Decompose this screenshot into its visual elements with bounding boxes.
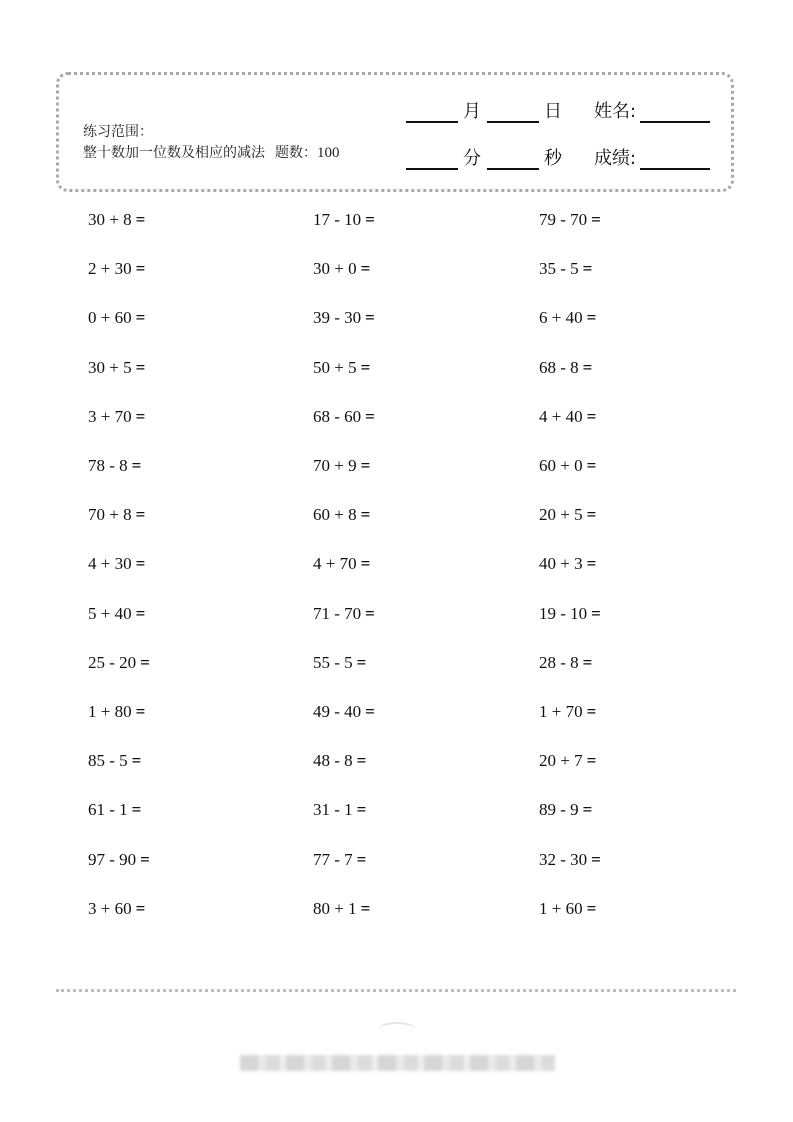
count-label: 题数：: [275, 145, 317, 161]
problem-item: [539, 653, 592, 673]
problem-item: [539, 210, 601, 230]
problem-item: [313, 751, 366, 771]
problem-item: [539, 899, 596, 919]
problem-expression: 5 + 40: [88, 603, 132, 623]
problem-expression: 40 + 3: [539, 554, 583, 574]
problem-expression: 1 + 80: [88, 702, 132, 721]
problem-expression: 0 + 60: [88, 308, 132, 328]
problem-item: [88, 210, 145, 230]
month-blank[interactable]: [406, 101, 458, 123]
name-blank[interactable]: [640, 101, 710, 123]
problem-expression: 17 - 10: [313, 210, 362, 229]
equals-sign: =: [360, 554, 371, 574]
equals-sign: =: [135, 406, 146, 426]
problem-item: [88, 850, 150, 870]
equals-sign: =: [135, 357, 146, 377]
equals-sign: =: [135, 554, 146, 574]
problem-expression: 48 - 8: [313, 751, 353, 771]
equals-sign: =: [135, 505, 146, 525]
problem-expression: 3 + 60: [88, 898, 132, 918]
problem-item: [88, 358, 145, 378]
equals-sign: =: [135, 603, 146, 623]
problem-item: [88, 456, 141, 476]
problem-expression: 4 + 30: [88, 554, 132, 574]
problem-item: [539, 259, 592, 279]
problem-expression: 3 + 70: [88, 406, 132, 426]
footer-blurred-text: [240, 1055, 555, 1071]
equals-sign: =: [586, 505, 597, 525]
problem-item: [88, 308, 145, 328]
problem-expression: 78 - 8: [88, 456, 128, 475]
score-blank[interactable]: [640, 148, 710, 170]
minute-label: 分: [463, 148, 481, 169]
problem-item: [313, 259, 370, 279]
problem-item: [539, 604, 601, 624]
problem-expression: 2 + 30: [88, 259, 132, 279]
problem-expression: 4 + 70: [313, 554, 357, 574]
equals-sign: =: [582, 652, 593, 672]
equals-sign: =: [591, 849, 601, 869]
equals-sign: =: [582, 357, 593, 377]
problem-expression: 60 + 0: [539, 456, 583, 475]
equals-sign: =: [586, 554, 597, 574]
problem-item: [313, 456, 370, 476]
problem-item: [313, 702, 375, 722]
problem-expression: 68 - 8: [539, 357, 579, 377]
minute-blank[interactable]: [406, 148, 458, 170]
problem-expression: 97 - 90: [88, 849, 137, 869]
problem-expression: 25 - 20: [88, 652, 137, 672]
time-score-row: [406, 148, 710, 170]
equals-sign: =: [586, 751, 597, 771]
equals-sign: =: [135, 210, 146, 229]
equals-sign: =: [135, 308, 146, 328]
problem-item: [539, 358, 592, 378]
equals-sign: =: [365, 702, 375, 721]
date-name-row: [406, 101, 710, 123]
equals-sign: =: [140, 849, 150, 869]
problem-item: [313, 505, 370, 525]
day-label: 日: [544, 101, 562, 122]
problem-item: [313, 308, 375, 328]
problem-item: [539, 505, 596, 525]
problem-item: [539, 554, 596, 574]
problem-expression: 71 - 70: [313, 603, 362, 623]
equals-sign: =: [356, 800, 367, 820]
problem-expression: 30 + 5: [88, 357, 132, 377]
problem-item: [88, 751, 141, 771]
equals-sign: =: [586, 898, 597, 918]
problem-expression: 35 - 5: [539, 259, 579, 279]
month-label: 月: [463, 101, 481, 122]
problem-item: [88, 702, 145, 722]
problem-expression: 85 - 5: [88, 751, 128, 771]
count-value: 100: [317, 145, 340, 161]
problem-expression: 6 + 40: [539, 308, 583, 328]
footer-divider: [56, 989, 736, 992]
equals-sign: =: [140, 652, 150, 672]
problem-expression: 50 + 5: [313, 357, 357, 377]
equals-sign: =: [582, 800, 593, 820]
problem-item: [313, 407, 375, 427]
problem-item: [313, 850, 366, 870]
problem-expression: 89 - 9: [539, 800, 579, 820]
equals-sign: =: [591, 210, 601, 229]
problem-item: [88, 800, 141, 820]
problem-item: [88, 899, 145, 919]
equals-sign: =: [582, 259, 593, 279]
problem-item: [539, 751, 596, 771]
problem-expression: 1 + 70: [539, 702, 583, 721]
equals-sign: =: [360, 456, 371, 475]
problem-expression: 68 - 60: [313, 406, 362, 426]
footer-logo-mark: [378, 1022, 416, 1038]
equals-sign: =: [360, 357, 371, 377]
problem-expression: 70 + 9: [313, 456, 357, 475]
problem-expression: 19 - 10: [539, 603, 588, 623]
equals-sign: =: [586, 702, 597, 721]
score-label: 成绩:: [594, 148, 637, 169]
problem-expression: 80 + 1: [313, 898, 357, 918]
equals-sign: =: [365, 308, 375, 328]
problem-expression: 20 + 7: [539, 751, 583, 771]
name-label: 姓名:: [594, 101, 637, 122]
problem-expression: 32 - 30: [539, 849, 588, 869]
problem-item: [313, 653, 366, 673]
problem-item: [313, 800, 366, 820]
equals-sign: =: [356, 849, 367, 869]
problem-item: [539, 702, 596, 722]
equals-sign: =: [131, 751, 142, 771]
equals-sign: =: [591, 603, 601, 623]
problem-item: [88, 505, 145, 525]
problem-item: [88, 407, 145, 427]
equals-sign: =: [360, 259, 371, 279]
equals-sign: =: [586, 308, 597, 328]
problem-item: [539, 308, 596, 328]
problem-expression: 79 - 70: [539, 210, 588, 229]
problem-expression: 60 + 8: [313, 505, 357, 525]
problem-expression: 4 + 40: [539, 406, 583, 426]
equals-sign: =: [356, 652, 367, 672]
problem-item: [313, 899, 370, 919]
second-label: 秒: [544, 148, 562, 169]
problem-expression: 20 + 5: [539, 505, 583, 525]
problem-item: [313, 210, 375, 230]
problem-expression: 39 - 30: [313, 308, 362, 328]
problem-item: [88, 604, 145, 624]
problem-expression: 77 - 7: [313, 849, 353, 869]
problem-expression: 61 - 1: [88, 800, 128, 820]
equals-sign: =: [365, 406, 375, 426]
problem-item: [88, 259, 145, 279]
equals-sign: =: [586, 456, 597, 475]
problem-item: [88, 653, 150, 673]
equals-sign: =: [135, 259, 146, 279]
problem-expression: 55 - 5: [313, 652, 353, 672]
problem-item: [313, 554, 370, 574]
problem-expression: 49 - 40: [313, 702, 362, 721]
equals-sign: =: [360, 898, 371, 918]
equals-sign: =: [360, 505, 371, 525]
problem-expression: 1 + 60: [539, 898, 583, 918]
equals-sign: =: [131, 800, 142, 820]
equals-sign: =: [365, 603, 375, 623]
problem-item: [88, 554, 145, 574]
equals-sign: =: [356, 751, 367, 771]
equals-sign: =: [365, 210, 375, 229]
problem-item: [313, 604, 375, 624]
problem-expression: 31 - 1: [313, 800, 353, 820]
problem-item: [539, 456, 596, 476]
problem-item: [539, 850, 601, 870]
range-label: 练习范围：: [83, 124, 153, 140]
equals-sign: =: [135, 702, 146, 721]
problem-expression: 28 - 8: [539, 652, 579, 672]
second-blank[interactable]: [487, 148, 539, 170]
equals-sign: =: [135, 898, 146, 918]
problem-expression: 30 + 0: [313, 259, 357, 279]
range-topic: 整十数加一位数及相应的减法: [83, 145, 265, 161]
equals-sign: =: [131, 456, 142, 475]
equals-sign: =: [586, 406, 597, 426]
problem-item: [539, 407, 596, 427]
range-description: [83, 142, 340, 162]
problem-expression: 30 + 8: [88, 210, 132, 229]
problem-item: [313, 358, 370, 378]
worksheet-header: [56, 72, 734, 192]
problem-expression: 70 + 8: [88, 505, 132, 525]
problem-item: [539, 800, 592, 820]
day-blank[interactable]: [487, 101, 539, 123]
